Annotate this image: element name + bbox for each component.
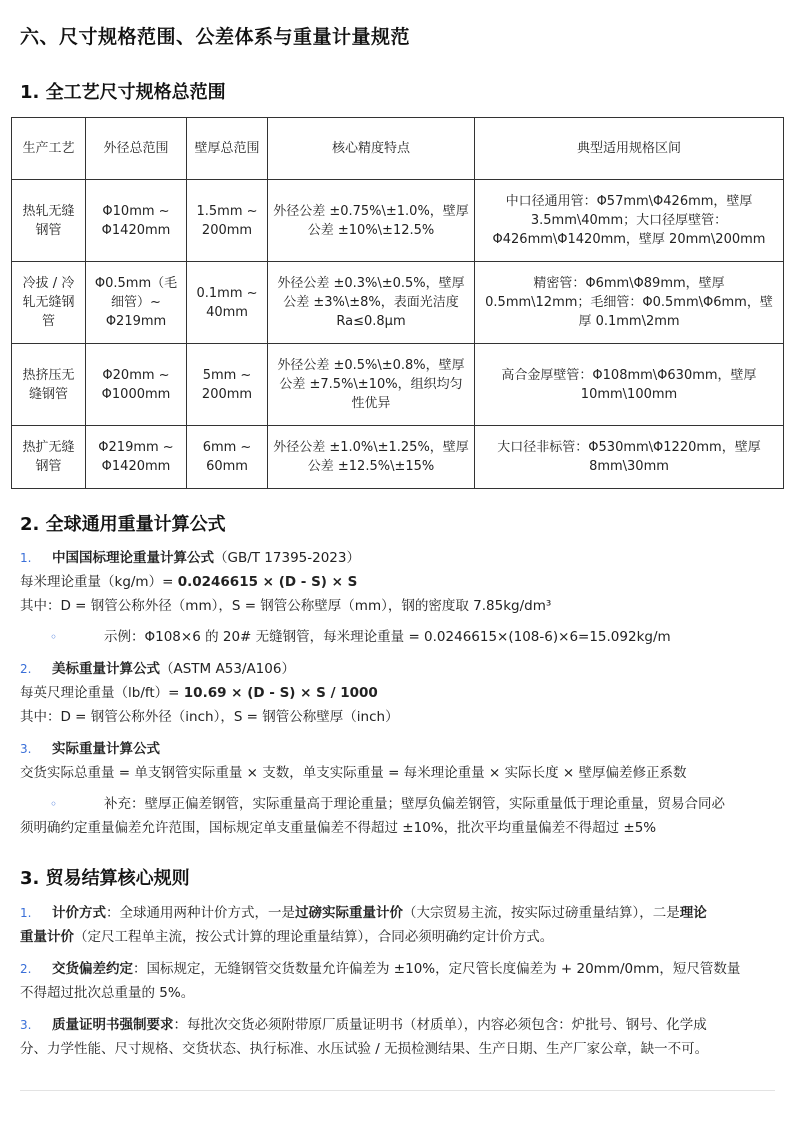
formula-actual-note-line1: [20, 792, 775, 816]
table-cell: 1.5mm ~ 200mm: [187, 180, 268, 262]
table-cell: 冷拔 / 冷轧无缝钢管: [12, 262, 86, 344]
table-cell: 外径公差 ±1.0%\±1.25%，壁厚公差 ±12.5%\±15%: [268, 426, 475, 489]
header-cell-wt-range: 壁厚总范围: [187, 118, 268, 180]
table-cell: 6mm ~ 60mm: [187, 426, 268, 489]
table-cell: Φ10mm ~ Φ1420mm: [86, 180, 187, 262]
table-cell: Φ20mm ~ Φ1000mm: [86, 344, 187, 426]
formula-cn-example: 示例：Φ108×6 的 20# 无缝钢管，每米理论重量 = 0.0246615×(108-6)×6=15.092kg/m: [104, 629, 671, 645]
rule-emphasis: 理论: [679, 905, 707, 921]
table-row: [12, 180, 784, 262]
table-cell: Φ219mm ~ Φ1420mm: [86, 426, 187, 489]
rule-pricing-line2: [20, 925, 775, 949]
formula-actual-text: 交货实际总重量 = 单支钢管实际重量 × 支数，单支实际重量 = 每米理论重量 × 实际长度 × 壁厚偏差修正系数: [20, 765, 687, 781]
header-cell-od-range: 外径总范围: [86, 118, 187, 180]
table-cell: 大口径非标管：Φ530mm\Φ1220mm，壁厚 8mm\30mm: [475, 426, 784, 489]
table-header-row: [12, 118, 784, 180]
formula-cn-example-line: [20, 625, 775, 649]
formula-us-standard: （ASTM A53/A106）: [160, 661, 295, 677]
formula-us-label: 每英尺理论重量（lb/ft）=: [20, 685, 184, 701]
formula-cn-title: 中国国标理论重量计算公式: [52, 550, 214, 566]
spec-table: [11, 117, 784, 489]
table-cell: 外径公差 ±0.3%\±0.5%，壁厚公差 ±3%\±8%，表面光洁度 Ra≤0.8μm: [268, 262, 475, 344]
header-cell-typical-spec: 典型适用规格区间: [475, 118, 784, 180]
list-number: 2.: [20, 962, 32, 976]
section1-heading: 1. 全工艺尺寸规格总范围: [20, 82, 226, 103]
formula-actual-title: 实际重量计算公式: [52, 741, 160, 757]
rule-pricing-line1: [20, 901, 775, 925]
rule-certificate-line2: 分、力学性能、尺寸规格、交货状态、执行标准、水压试验 / 无损检测结果、生产日期、生产厂家公章，缺一不可。: [20, 1041, 709, 1057]
rule-deviation-line2: 不得超过批次总重量的 5%。: [20, 985, 195, 1001]
formula-us-expression: 10.69 × (D - S) × S / 1000: [183, 685, 378, 701]
rule-text: ：全球通用两种计价方式，一是: [106, 905, 295, 921]
footer-divider: [20, 1090, 775, 1091]
table-cell: 热扩无缝钢管: [12, 426, 86, 489]
table-cell: 外径公差 ±0.5%\±0.8%，壁厚公差 ±7.5%\±10%，组织均匀性优异: [268, 344, 475, 426]
rule-text: （定尺工程单主流，按公式计算的理论重量结算），合同必须明确约定计价方式。: [74, 929, 554, 945]
list-number: 1.: [20, 551, 32, 565]
formula-actual-note-1: 补充：壁厚正偏差钢管，实际重量高于理论重量；壁厚负偏差钢管，实际重量低于理论重量，贸易合同必: [104, 796, 725, 812]
list-number: 2.: [20, 662, 32, 676]
section2-heading: 2. 全球通用重量计算公式: [20, 514, 226, 535]
formula-cn-line: [20, 570, 775, 594]
list-number: 1.: [20, 906, 32, 920]
table-row: [12, 344, 784, 426]
formula-cn-where: 其中：D = 钢管公称外径（mm），S = 钢管公称壁厚（mm），钢的密度取 7.85kg/dm³: [20, 598, 552, 614]
formula-us-line: [20, 681, 775, 705]
formula-cn-standard: （GB/T 17395-2023）: [214, 550, 360, 566]
rule-deviation-title: 交货偏差约定: [52, 961, 133, 977]
rule-emphasis: 过磅实际重量计价: [295, 905, 403, 921]
table-row: [12, 426, 784, 489]
table-cell: 热挤压无缝钢管: [12, 344, 86, 426]
rule-certificate-title: 质量证明书强制要求: [52, 1017, 174, 1033]
formula-cn-title-line: [20, 546, 775, 570]
formula-cn-expression: 0.0246615 × (D - S) × S: [177, 574, 358, 590]
rule-text: ：每批次交货必须附带原厂质量证明书（材质单），内容必须包含：炉批号、钢号、化学成: [173, 1017, 707, 1033]
table-cell: Φ0.5mm（毛细管）~ Φ219mm: [86, 262, 187, 344]
formula-actual-title-line: [20, 737, 775, 761]
formula-us-where: 其中：D = 钢管公称外径（inch），S = 钢管公称壁厚（inch）: [20, 709, 399, 725]
bullet-icon: ◦: [50, 630, 58, 644]
list-number: 3.: [20, 1018, 32, 1032]
section3-heading: 3. 贸易结算核心规则: [20, 868, 190, 889]
header-cell-precision: 核心精度特点: [268, 118, 475, 180]
bullet-icon: ◦: [50, 797, 58, 811]
rule-certificate-line1: [20, 1013, 775, 1037]
formula-cn-label: 每米理论重量（kg/m）=: [20, 574, 178, 590]
table-cell: 0.1mm ~ 40mm: [187, 262, 268, 344]
table-cell: 外径公差 ±0.75%\±1.0%，壁厚公差 ±10%\±12.5%: [268, 180, 475, 262]
rule-text: （大宗贸易主流，按实际过磅重量结算），二是: [403, 905, 680, 921]
rule-pricing-title: 计价方式: [52, 905, 106, 921]
table-row: [12, 262, 784, 344]
table-cell: 精密管：Φ6mm\Φ89mm，壁厚 0.5mm\12mm；毛细管：Φ0.5mm\Φ6mm，壁厚 0.1mm\2mm: [475, 262, 784, 344]
rule-deviation-line1: [20, 957, 775, 981]
rule-text: ：国标规定，无缝钢管交货数量允许偏差为 ±10%，定尺管长度偏差为 + 20mm/0mm，短尺管数量: [133, 961, 741, 977]
page-title: 六、尺寸规格范围、公差体系与重量计量规范: [20, 26, 411, 48]
header-cell-process: 生产工艺: [12, 118, 86, 180]
formula-actual-note-2: 须明确约定重量偏差允许范围，国标规定单支重量偏差不得超过 ±10%，批次平均重量偏差不得超过 ±5%: [20, 820, 657, 836]
table-cell: 高合金厚壁管：Φ108mm\Φ630mm，壁厚 10mm\100mm: [475, 344, 784, 426]
formula-us-title: 美标重量计算公式: [52, 661, 160, 677]
rule-emphasis: 重量计价: [20, 929, 74, 945]
table-cell: 热轧无缝钢管: [12, 180, 86, 262]
formula-us-title-line: [20, 657, 775, 681]
table-cell: 中口径通用管：Φ57mm\Φ426mm，壁厚 3.5mm\40mm；大口径厚壁管：Φ426mm\Φ1420mm，壁厚 20mm\200mm: [475, 180, 784, 262]
table-cell: 5mm ~ 200mm: [187, 344, 268, 426]
list-number: 3.: [20, 742, 32, 756]
